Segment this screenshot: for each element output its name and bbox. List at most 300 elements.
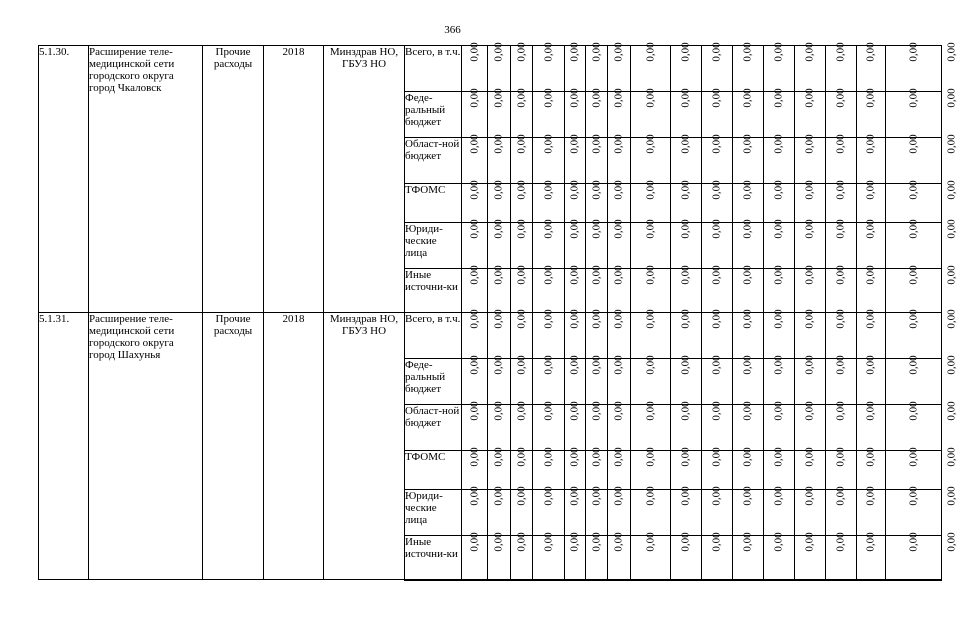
value-cell — [671, 134, 702, 184]
value-text: 0,00 — [945, 447, 958, 467]
value-text: 0,00 — [644, 401, 657, 421]
value-text: 0,00 — [515, 219, 528, 239]
value-text: 0,00 — [804, 180, 816, 200]
value-cell — [631, 42, 671, 92]
value-cell — [795, 355, 826, 405]
value-text: 0,00 — [711, 309, 723, 329]
value-text: 0,00 — [773, 180, 785, 200]
value-text: 0,00 — [569, 180, 581, 200]
value-text: 0,00 — [680, 355, 692, 375]
value-cell — [702, 532, 733, 580]
value-text: 0,00 — [569, 401, 581, 421]
value-cell — [733, 180, 764, 223]
value-cell — [857, 486, 886, 536]
funding-source: Феде-ральный бюджет — [405, 92, 462, 138]
responsible-org: Минздрав НО, ГБУЗ НО — [324, 313, 405, 580]
value-cell — [533, 134, 565, 184]
value-cell — [795, 447, 826, 490]
value-text: 0,00 — [613, 265, 625, 285]
value-cell — [733, 401, 764, 451]
value-text: 0,00 — [945, 265, 958, 285]
value-text: 0,00 — [711, 134, 723, 154]
value-cell — [533, 180, 565, 223]
value-text: 0,00 — [680, 180, 692, 200]
value-text: 0,00 — [742, 219, 754, 239]
value-cell — [733, 265, 764, 313]
value-text: 0,00 — [468, 447, 481, 467]
value-cell — [671, 401, 702, 451]
value-cell — [857, 42, 886, 92]
value-cell — [857, 265, 886, 313]
value-cell — [795, 265, 826, 313]
value-cell — [586, 219, 608, 269]
value-cell — [826, 134, 857, 184]
value-text: 0,00 — [590, 88, 603, 108]
value-text: 0,00 — [680, 265, 692, 285]
value-cell — [462, 180, 488, 223]
value-cell — [733, 219, 764, 269]
value-cell — [565, 532, 586, 580]
value-text: 0,00 — [835, 180, 847, 200]
value-text: 0,00 — [773, 355, 785, 375]
value-text: 0,00 — [613, 42, 625, 62]
value-cell — [608, 486, 631, 536]
value-cell — [702, 447, 733, 490]
value-cell — [533, 309, 565, 359]
value-text: 0,00 — [742, 309, 754, 329]
value-text: 0,00 — [468, 219, 481, 239]
value-text: 0,00 — [865, 355, 877, 375]
value-cell — [488, 486, 511, 536]
value-text: 0,00 — [865, 447, 877, 467]
value-text: 0,00 — [569, 219, 581, 239]
value-cell — [608, 265, 631, 313]
value-text: 0,00 — [680, 88, 692, 108]
value-text: 0,00 — [680, 219, 692, 239]
value-text: 0,00 — [644, 42, 657, 62]
value-text: 0,00 — [542, 447, 555, 467]
value-cell — [733, 447, 764, 490]
value-text: 0,00 — [742, 180, 754, 200]
value-text: 0,00 — [644, 219, 657, 239]
value-cell — [733, 134, 764, 184]
value-text: 0,00 — [835, 88, 847, 108]
value-cell — [886, 265, 942, 313]
value-cell — [702, 355, 733, 405]
value-cell — [586, 447, 608, 490]
value-cell — [826, 42, 857, 92]
value-cell — [702, 309, 733, 359]
value-text: 0,00 — [515, 486, 528, 506]
value-text: 0,00 — [835, 447, 847, 467]
value-text: 0,00 — [907, 42, 920, 62]
value-cell — [462, 88, 488, 138]
value-text: 0,00 — [515, 532, 528, 552]
value-text: 0,00 — [742, 486, 754, 506]
value-cell — [886, 401, 942, 451]
value-text: 0,00 — [515, 401, 528, 421]
value-cell — [631, 88, 671, 138]
value-text: 0,00 — [542, 180, 555, 200]
value-text: 0,00 — [493, 88, 505, 108]
value-text: 0,00 — [804, 355, 816, 375]
value-text: 0,00 — [907, 532, 920, 552]
value-cell — [511, 180, 533, 223]
value-text: 0,00 — [515, 88, 528, 108]
value-cell — [631, 180, 671, 223]
value-text: 0,00 — [804, 401, 816, 421]
value-text: 0,00 — [493, 401, 505, 421]
value-cell — [764, 134, 795, 184]
value-text: 0,00 — [515, 134, 528, 154]
value-text: 0,00 — [542, 134, 555, 154]
value-cell — [565, 180, 586, 223]
value-text: 0,00 — [945, 309, 958, 329]
value-cell — [488, 265, 511, 313]
value-text: 0,00 — [804, 219, 816, 239]
value-text: 0,00 — [945, 219, 958, 239]
value-cell — [608, 309, 631, 359]
value-text: 0,00 — [773, 134, 785, 154]
value-text: 0,00 — [907, 265, 920, 285]
value-text: 0,00 — [804, 88, 816, 108]
value-cell — [533, 265, 565, 313]
value-cell — [565, 134, 586, 184]
value-text: 0,00 — [773, 42, 785, 62]
value-text: 0,00 — [711, 88, 723, 108]
value-text: 0,00 — [644, 447, 657, 467]
value-cell — [488, 309, 511, 359]
value-cell — [565, 447, 586, 490]
value-text: 0,00 — [590, 219, 603, 239]
value-text: 0,00 — [945, 88, 958, 108]
value-cell — [488, 88, 511, 138]
value-text: 0,00 — [569, 447, 581, 467]
value-cell — [702, 180, 733, 223]
value-cell — [826, 265, 857, 313]
value-text: 0,00 — [742, 401, 754, 421]
value-text: 0,00 — [493, 309, 505, 329]
value-cell — [608, 447, 631, 490]
value-text: 0,00 — [613, 486, 625, 506]
value-text: 0,00 — [613, 532, 625, 552]
value-text: 0,00 — [468, 88, 481, 108]
value-cell — [795, 486, 826, 536]
value-cell — [826, 486, 857, 536]
value-cell — [488, 401, 511, 451]
value-text: 0,00 — [742, 88, 754, 108]
value-cell — [671, 532, 702, 580]
funding-source: Иные источни-ки — [405, 269, 462, 313]
value-cell — [795, 180, 826, 223]
value-cell — [608, 355, 631, 405]
value-text: 0,00 — [773, 88, 785, 108]
value-text: 0,00 — [804, 486, 816, 506]
value-text: 0,00 — [644, 532, 657, 552]
value-cell — [702, 219, 733, 269]
item-year: 2018 — [264, 313, 324, 580]
value-cell — [702, 42, 733, 92]
value-cell — [857, 180, 886, 223]
value-cell — [565, 88, 586, 138]
value-cell — [886, 486, 942, 536]
value-cell — [764, 88, 795, 138]
value-text: 0,00 — [945, 180, 958, 200]
value-cell — [511, 42, 533, 92]
value-text: 0,00 — [493, 219, 505, 239]
value-cell — [511, 219, 533, 269]
value-cell — [733, 355, 764, 405]
value-cell — [671, 219, 702, 269]
value-text: 0,00 — [907, 88, 920, 108]
value-text: 0,00 — [835, 219, 847, 239]
value-cell — [795, 401, 826, 451]
value-text: 0,00 — [515, 447, 528, 467]
value-text: 0,00 — [542, 265, 555, 285]
value-cell — [826, 355, 857, 405]
value-text: 0,00 — [644, 486, 657, 506]
value-text: 0,00 — [542, 486, 555, 506]
value-text: 0,00 — [569, 134, 581, 154]
value-cell — [764, 447, 795, 490]
value-text: 0,00 — [711, 401, 723, 421]
value-text: 0,00 — [835, 532, 847, 552]
value-cell — [631, 401, 671, 451]
value-text: 0,00 — [865, 401, 877, 421]
value-text: 0,00 — [590, 180, 603, 200]
value-cell — [511, 486, 533, 536]
value-text: 0,00 — [493, 180, 505, 200]
value-cell — [462, 532, 488, 580]
value-cell — [826, 532, 857, 580]
value-cell — [764, 42, 795, 92]
value-text: 0,00 — [865, 265, 877, 285]
value-cell — [565, 42, 586, 92]
value-text: 0,00 — [613, 401, 625, 421]
value-cell — [462, 447, 488, 490]
expense-type: Прочие расходы — [203, 313, 264, 580]
page-number: 366 — [444, 24, 461, 36]
value-text: 0,00 — [773, 486, 785, 506]
funding-source: Иные источни-ки — [405, 536, 462, 580]
value-cell — [608, 532, 631, 580]
value-text: 0,00 — [468, 180, 481, 200]
value-text: 0,00 — [613, 134, 625, 154]
value-cell — [462, 42, 488, 92]
value-text: 0,00 — [515, 355, 528, 375]
value-cell — [511, 265, 533, 313]
funding-source: Юриди-ческие лица — [405, 490, 462, 536]
value-text: 0,00 — [907, 219, 920, 239]
value-cell — [462, 219, 488, 269]
value-cell — [608, 134, 631, 184]
value-cell — [795, 88, 826, 138]
value-cell — [631, 532, 671, 580]
value-text: 0,00 — [542, 401, 555, 421]
value-text: 0,00 — [468, 355, 481, 375]
value-text: 0,00 — [865, 180, 877, 200]
value-cell — [857, 401, 886, 451]
funding-source: Юриди-ческие лица — [405, 223, 462, 269]
value-cell — [795, 42, 826, 92]
value-text: 0,00 — [865, 88, 877, 108]
value-cell — [671, 486, 702, 536]
value-cell — [702, 486, 733, 536]
value-text: 0,00 — [468, 42, 481, 62]
value-text: 0,00 — [907, 134, 920, 154]
value-cell — [608, 88, 631, 138]
value-cell — [857, 532, 886, 580]
value-cell — [565, 265, 586, 313]
value-cell — [586, 355, 608, 405]
value-cell — [488, 447, 511, 490]
value-text: 0,00 — [468, 134, 481, 154]
value-cell — [886, 355, 942, 405]
value-cell — [631, 265, 671, 313]
value-text: 0,00 — [515, 180, 528, 200]
value-text: 0,00 — [742, 134, 754, 154]
value-cell — [533, 219, 565, 269]
value-cell — [488, 219, 511, 269]
value-text: 0,00 — [644, 180, 657, 200]
value-cell — [565, 486, 586, 536]
value-cell — [857, 219, 886, 269]
value-text: 0,00 — [742, 265, 754, 285]
value-text: 0,00 — [865, 134, 877, 154]
value-text: 0,00 — [907, 355, 920, 375]
value-text: 0,00 — [711, 219, 723, 239]
value-text: 0,00 — [865, 532, 877, 552]
value-text: 0,00 — [542, 355, 555, 375]
value-text: 0,00 — [711, 532, 723, 552]
value-cell — [764, 355, 795, 405]
value-cell — [488, 134, 511, 184]
value-cell — [488, 180, 511, 223]
value-cell — [533, 447, 565, 490]
value-text: 0,00 — [590, 447, 603, 467]
value-text: 0,00 — [835, 265, 847, 285]
value-text: 0,00 — [493, 355, 505, 375]
value-cell — [586, 532, 608, 580]
value-text: 0,00 — [907, 486, 920, 506]
value-cell — [826, 401, 857, 451]
value-text: 0,00 — [542, 219, 555, 239]
value-text: 0,00 — [493, 42, 505, 62]
table-row — [39, 46, 942, 92]
value-cell — [462, 355, 488, 405]
value-text: 0,00 — [907, 309, 920, 329]
value-text: 0,00 — [711, 486, 723, 506]
value-cell — [857, 88, 886, 138]
value-cell — [733, 42, 764, 92]
value-cell — [511, 88, 533, 138]
table-row — [39, 313, 942, 359]
value-text: 0,00 — [515, 309, 528, 329]
value-cell — [826, 447, 857, 490]
value-cell — [857, 134, 886, 184]
value-text: 0,00 — [569, 265, 581, 285]
value-cell — [462, 486, 488, 536]
value-cell — [511, 134, 533, 184]
value-text: 0,00 — [804, 265, 816, 285]
value-cell — [857, 447, 886, 490]
value-text: 0,00 — [773, 219, 785, 239]
value-cell — [857, 355, 886, 405]
value-cell — [565, 401, 586, 451]
value-cell — [608, 42, 631, 92]
value-cell — [631, 309, 671, 359]
value-cell — [631, 134, 671, 184]
value-cell — [764, 401, 795, 451]
value-text: 0,00 — [569, 88, 581, 108]
value-text: 0,00 — [569, 532, 581, 552]
value-text: 0,00 — [680, 309, 692, 329]
value-text: 0,00 — [773, 401, 785, 421]
value-text: 0,00 — [742, 355, 754, 375]
value-text: 0,00 — [590, 309, 603, 329]
value-cell — [826, 180, 857, 223]
value-text: 0,00 — [865, 219, 877, 239]
value-cell — [795, 219, 826, 269]
value-text: 0,00 — [493, 486, 505, 506]
value-text: 0,00 — [613, 447, 625, 467]
value-text: 0,00 — [865, 486, 877, 506]
value-cell — [586, 134, 608, 184]
value-cell — [702, 88, 733, 138]
value-cell — [671, 309, 702, 359]
value-text: 0,00 — [945, 355, 958, 375]
value-text: 0,00 — [711, 42, 723, 62]
value-cell — [462, 265, 488, 313]
value-cell — [586, 401, 608, 451]
value-cell — [533, 486, 565, 536]
value-text: 0,00 — [515, 42, 528, 62]
value-cell — [764, 180, 795, 223]
value-cell — [462, 134, 488, 184]
value-text: 0,00 — [907, 401, 920, 421]
value-cell — [511, 309, 533, 359]
value-text: 0,00 — [804, 134, 816, 154]
value-text: 0,00 — [590, 532, 603, 552]
value-text: 0,00 — [569, 42, 581, 62]
value-text: 0,00 — [907, 180, 920, 200]
funding-source: Всего, в т.ч. — [405, 46, 462, 92]
funding-source: Феде-ральный бюджет — [405, 359, 462, 405]
value-cell — [671, 88, 702, 138]
value-text: 0,00 — [680, 134, 692, 154]
value-text: 0,00 — [680, 401, 692, 421]
value-text: 0,00 — [644, 88, 657, 108]
value-cell — [631, 486, 671, 536]
value-text: 0,00 — [945, 42, 958, 62]
value-text: 0,00 — [945, 532, 958, 552]
value-cell — [826, 309, 857, 359]
value-cell — [586, 265, 608, 313]
value-text: 0,00 — [865, 309, 877, 329]
value-text: 0,00 — [865, 42, 877, 62]
value-text: 0,00 — [773, 309, 785, 329]
value-cell — [565, 219, 586, 269]
funding-source: ТФОМС — [405, 184, 462, 223]
value-text: 0,00 — [742, 42, 754, 62]
value-cell — [462, 401, 488, 451]
value-text: 0,00 — [742, 532, 754, 552]
value-text: 0,00 — [711, 447, 723, 467]
value-cell — [671, 180, 702, 223]
value-cell — [764, 265, 795, 313]
funding-source: ТФОМС — [405, 451, 462, 490]
value-cell — [631, 355, 671, 405]
